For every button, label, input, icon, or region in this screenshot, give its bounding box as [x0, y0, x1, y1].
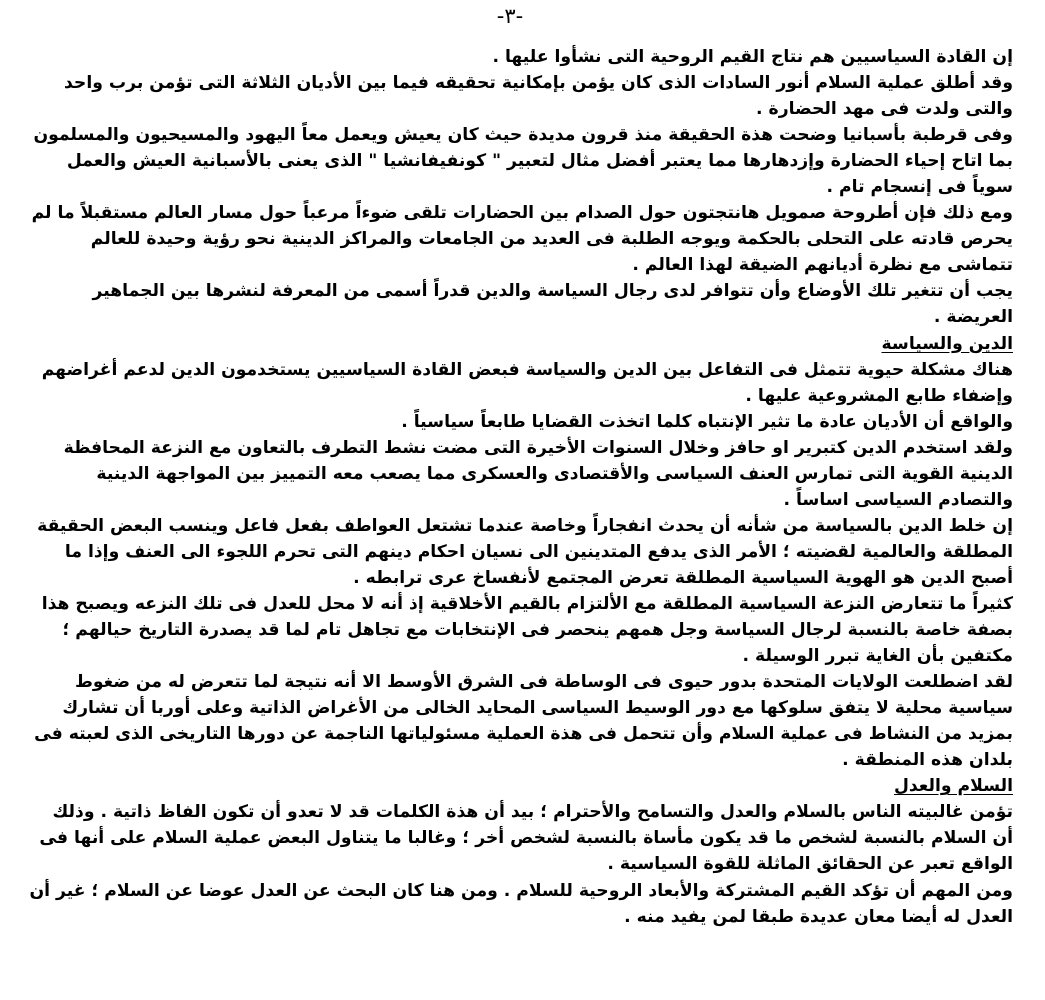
paragraph: إن خلط الدين بالسياسة من شأنه أن يحدث انفجاراً وخاصة عندما تشتعل العواطف بفعل فاعل وينسب البعض الحقيقة المطلقة والعالمية لقضيته ؛ الأمر الذى يدفع المتدينين الى نسيان احكام دينهم التى تحرم اللجوء الى العنف وإذا ما أصبح الدين هو الهوية السياسية المطلقة تعرض المجتمع لأنفساخ عرى ترابطه .	[37, 515, 1013, 588]
paragraph: ومع ذلك فإن أطروحة صمويل هانتجتون حول الصدام بين الحضارات تلقى ضوءاً مرعباً حول مسار العالم مستقبلاً ما لم يحرص قادته على التحلى بالحكمة ويوجه الطلبة فى العديد من الجامعات والمراكز الدينية نحو رؤية وحيدة للعالم تتماشى مع نظرة أديانهم الضيقة لهذا العالم .	[31, 203, 1013, 276]
paragraph: ولقد استخدم الدين كتبرير او حافز وخلال السنوات الأخيرة التى مضت نشط التطرف بالتعاون مع النزعة المحافظة الدينية القوية التى تمارس العنف السياسى والأقتصادى والعسكرى مما يصعب معه التمييز بين المواجهة الدينية والتصادم السياسى اساساً .	[63, 437, 1013, 510]
paragraph: وقد أطلق عملية السلام أنور السادات الذى كان يؤمن بإمكانية تحقيقه فيما بين الأديان الثلاثة التى تؤمن برب واحد والتى ولدت فى مهد الحضارة .	[64, 73, 1013, 120]
paragraph: والواقع أن الأديان عادة ما تثير الإنتباه كلما اتخذت القضايا طابعاً سياسياً .	[401, 411, 1013, 432]
paragraph: كثيراً ما تتعارض النزعة السياسية المطلقة مع الألتزام بالقيم الأخلاقية إذ أنه لا محل للعدل فى تلك النزعه ويصبح هذا بصفة خاصة بالنسبة لرجال السياسة وجل همهم ينحصر فى الإنتخابات مع تجاهل تام لما قد يصدرة التاريخ حيالهم ؛ مكتفين بأن الغاية تبرر الوسيلة .	[41, 593, 1013, 667]
paragraph: لقد اضطلعت الولايات المتحدة بدور حيوى فى الوساطة فى الشرق الأوسط الا أنه نتيجة لما تتعرض له من ضغوط سياسية محلية لا يتفق سلوكها مع دور الوسيط السياسى المحايد الخالى من الأغراض الذاتية وعلى أوربا أن تشارك بمزيد من النشاط فى عملية السلام وأن تتحمل فى هذة العملية مسئولياتها الناجمة عن دورها التاريخى الذى لعبته فى بلدان هذه المنطقة .	[34, 672, 1013, 771]
paragraph: إن القادة السياسيين هم نتاج القيم الروحية التى نشأوا عليها .	[492, 47, 1013, 67]
paragraph: هناك مشكلة حيوية تتمثل فى التفاعل بين الدين والسياسة فبعض القادة السياسيين يستخدمون الدين لدعم أغراضهم وإضفاء طابع المشروعية عليها .	[41, 359, 1013, 406]
paragraph: تؤمن غالبيته الناس بالسلام والعدل والتسامح والأحترام ؛ بيد أن هذة الكلمات قد لا تعدو أن تكون الفاظ ذاتية . وذلك أن السلام بالنسبة لشخص ما قد يكون مأساة بالنسبة لشخص أخر ؛ وغالبا ما يتناول البعض عملية السلام على أنها فى الواقع تعبر عن الحقائق الماثلة للقوة السياسية .	[39, 802, 1013, 875]
paragraph: ومن المهم أن تؤكد القيم المشتركة والأبعاد الروحية للسلام . ومن هنا كان البحث عن العدل عوضا عن السلام ؛ غير أن العدل له أيضا معان عديدة طبقا لمن يفيد منه .	[29, 880, 1013, 927]
section-heading: السلام والعدل	[893, 776, 1013, 797]
religion-politics-section	[28, 331, 1013, 774]
document-body	[28, 44, 1013, 930]
section-heading: الدين والسياسة	[881, 333, 1013, 354]
intro-section	[28, 44, 1013, 331]
peace-justice-section	[28, 773, 1013, 929]
paragraph: وفى قرطبة بأسبانيا وضحت هذة الحقيقة منذ قرون مديدة حيث كان يعيش ويعمل معاً اليهود والمسيحيون والمسلمون بما اتاح إحياء الحضارة وإزدهارها مما يعتبر أفضل مثال لتعبير " كونفيفانشيا " الذى يعنى بالأسبانية العيش والعمل سوياً فى إنسجام تام .	[33, 125, 1013, 198]
paragraph: يجب أن تتغير تلك الأوضاع وأن تتوافر لدى رجال السياسة والدين قدراً أسمى من المعرفة لنشرها بين الجماهير العريضة .	[92, 281, 1013, 328]
page-number: -٣-	[496, 4, 524, 28]
